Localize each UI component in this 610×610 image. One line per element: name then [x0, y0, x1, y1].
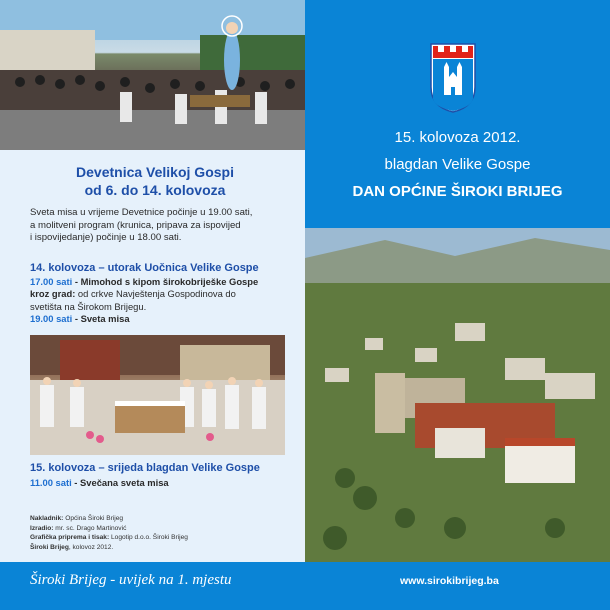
- mass-illustration: [30, 335, 285, 455]
- procession-photo: [0, 0, 305, 150]
- website-link[interactable]: www.sirokibrijeg.ba: [400, 575, 499, 587]
- day2-event1: [30, 477, 295, 489]
- intro-line1: Sveta misa u vrijeme Devetnice počinje u 19.00 sati,: [30, 207, 253, 218]
- novena-title-line1: Devetnica Velikoj Gospi: [76, 164, 234, 180]
- credit-print: Grafička priprema i tisak: Logotip d.o.o. Široki Brijeg: [30, 534, 188, 542]
- day1-event1-line3: svetišta na Širokom Brijegu.: [30, 300, 147, 312]
- intro-line3: i ispovijedanje) počinje u 18.00 sati.: [30, 232, 182, 244]
- footer-slogan: Široki Brijeg - uvijek na 1. mjestu: [30, 572, 232, 588]
- credit-publisher: Nakladnik: Općina Široki Brijeg: [30, 515, 124, 522]
- event-time: 11.00 sati: [30, 477, 72, 488]
- aerial-town-photo: [305, 228, 610, 562]
- municipality-day: DAN OPĆINE ŠIROKI BRIJEG: [352, 183, 563, 200]
- day1-event1-line2: [30, 288, 295, 300]
- event-text: kroz grad:: [30, 288, 76, 300]
- event-time: 17.00 sati: [30, 276, 73, 287]
- day2-heading: 15. kolovoza – srijeda blagdan Velike Gospe: [30, 462, 260, 474]
- event-date: 15. kolovoza 2012.: [394, 129, 521, 146]
- mass-photo: [30, 335, 285, 455]
- procession-illustration: [0, 0, 305, 150]
- event-text: - Sveta misa: [72, 313, 130, 325]
- event-text: - Svečana sveta misa: [71, 477, 169, 488]
- credit-place-date: Široki Brijeg, kolovoz 2012.: [30, 543, 114, 551]
- intro-line2: a molitveni program (krunica, pripava za ispovijed: [30, 219, 241, 231]
- event-time: 19.00 sati: [30, 313, 73, 325]
- event-text: - Mimohod s kipom širokobriješke Gospe: [72, 276, 259, 287]
- coat-of-arms-icon: [430, 43, 476, 113]
- credits: [30, 514, 188, 552]
- feast-name: blagdan Velike Gospe: [384, 156, 531, 173]
- credit-author: Izradio: mr. sc. Drago Martinović: [30, 524, 127, 532]
- day1-event2: [30, 313, 295, 325]
- day1-heading: 14. kolovoza – utorak Uočnica Velike Gospe: [30, 262, 259, 274]
- novena-title-line2: od 6. do 14. kolovoza: [84, 182, 226, 198]
- aerial-illustration: [305, 228, 610, 562]
- day1-event1-line1: [30, 276, 295, 288]
- event-text: od crkve Navještenja Gospodinova do: [75, 288, 236, 300]
